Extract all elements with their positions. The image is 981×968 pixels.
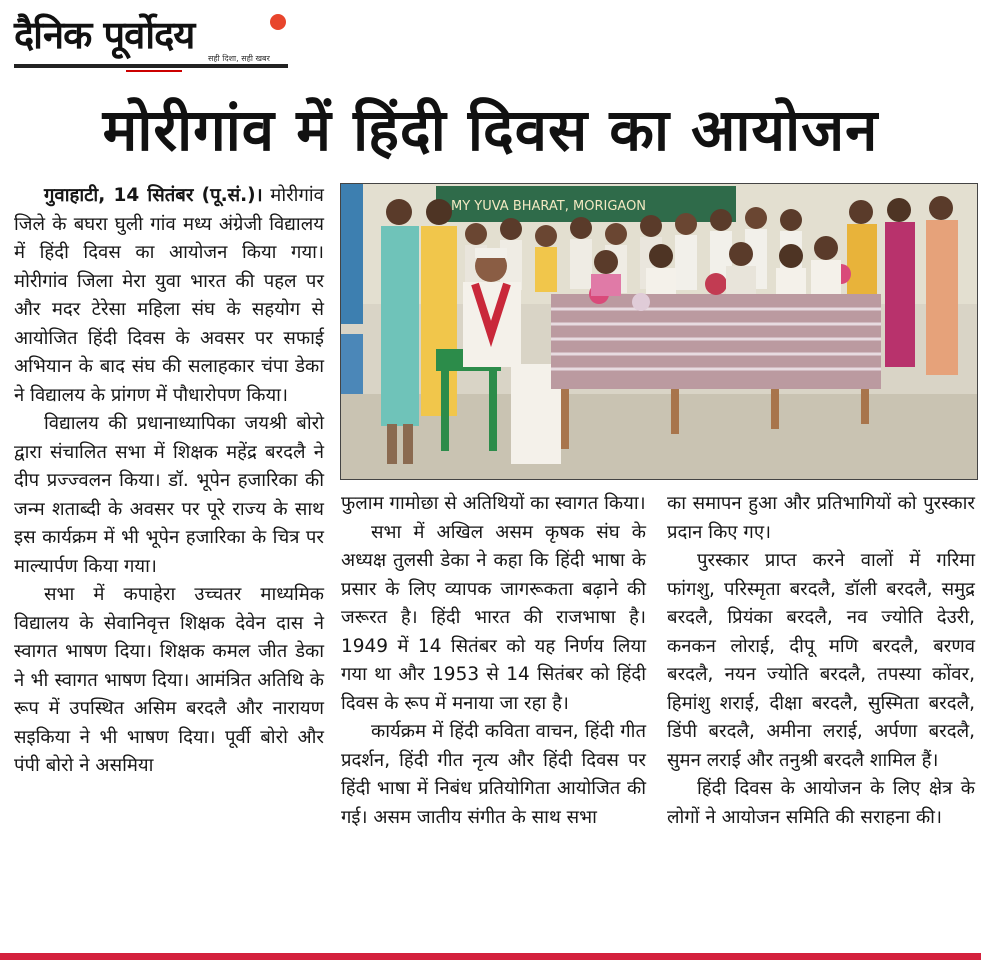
article-paragraph: सभा में अखिल असम कृषक संघ के अध्यक्ष तुलसी डेका ने कहा कि हिंदी भाषा के प्रसार के लिए व्यापक जागरूकता बढ़ाने की जरूरत है। हिंदी भारत की राजभाषा है। 1949 में 14 सितंबर को यह निर्णय लिया गया था और 1953 से 14 सितंबर को हिंदी दिवस के रूप में मनाया जा रहा है। [341,521,646,714]
article-paragraph: पुरस्कार प्राप्त करने वालों में गरिमा फांगशु, परिस्मृता बरदलै, डॉली बरदलै, समुद्र बरदलै, प्रियंका बरदलै, नव ज्योति देउरी, कनकन लोराई, दीपू मणि बरदलै, बरणव बरदलै, नयन ज्योति बरदलै, तपस्या कोंवर, हिमांशु शराई, दीक्षा बरदलै, सुस्मिता बरदलै, डिंपी बरदलै, अमीना लराई, अर्पणा बरदलै, सुमन लराई और तनुश्री बरदलै शामिल हैं। [667,550,975,771]
event-photo [340,183,978,480]
masthead-accent-rule [126,70,182,72]
event-photo-illustration [341,184,977,479]
masthead-rule [14,64,288,68]
article-paragraph: विद्यालय की प्रधानाध्यापिका जयश्री बोरो द्वारा संचालित सभा में शिक्षक महेंद्र बरदलै ने दीप प्रज्ज्वलन किया। डॉ. भूपेन हजारिका की जन्म शताब्दी के अवसर पर पूरे राज्य के साथ इस कार्यक्रम में भी भूपेन हजारिका के चित्र पर माल्यार्पण किया गया। [14,413,324,577]
article-column-2 [341,490,646,832]
article-paragraph: का समापन हुआ और प्रतिभागियों को पुरस्कार प्रदान किए गए। [667,493,975,543]
article-column-1 [14,182,324,781]
footer-rule [0,953,981,960]
dateline: गुवाहाटी, 14 सितंबर (पू.सं.)। [44,185,263,206]
paragraph-text: मोरीगांव जिले के बघरा घुली गांव मध्य अंग्रेजी विद्यालय में हिंदी दिवस का आयोजन किया गया। मोरीगांव जिला मेरा युवा भारत की पहल पर और मदर टेरेसा महिला संघ के सहयोग से आयोजित हिंदी दिवस के अवसर पर सफाई अभियान के बाद संघ की सलाहकार चंपा डेका ने विद्यालय के प्रांगण में पौधारोपण किया। [14,185,324,406]
article-paragraph: फुलाम गामोछा से अतिथियों का स्वागत किया। [341,493,646,514]
masthead [8,4,290,72]
logo-dot-icon [270,14,286,30]
banner-text: MY YUVA BHARAT, MORIGAON [451,199,647,214]
article-paragraph: कार्यक्रम में हिंदी कविता वाचन, हिंदी गीत प्रदर्शन, हिंदी गीत नृत्य और हिंदी दिवस पर हिंदी भाषा में निबंध प्रतियोगिता आयोजित की गई। असम जातीय संगीत के साथ सभा [341,721,646,828]
newspaper-logo: दैनिक पूर्वोदय [14,13,195,57]
article-headline: मोरीगांव में हिंदी दिवस का आयोजन [102,96,879,164]
article-column-3 [667,490,975,832]
article-paragraph: हिंदी दिवस के आयोजन के लिए क्षेत्र के लोगों ने आयोजन समिति की सराहना की। [667,778,975,828]
article-paragraph: सभा में कपाहेरा उच्चतर माध्यमिक विद्यालय के सेवानिवृत्त शिक्षक देवेन दास ने स्वागत भाषण दिया। शिक्षक कमल जीत डेका ने भी स्वागत भाषण दिया। आमंत्रित अतिथि के रूप में उपस्थित असिम बरदलै और नारायण सइकिया ने भी भाषण दिया। पूर्वी बोरो और पंपी बोरो ने असमिया [14,584,324,776]
tagline: सही दिशा, सही खबर [208,54,270,63]
article-paragraph [14,182,324,410]
